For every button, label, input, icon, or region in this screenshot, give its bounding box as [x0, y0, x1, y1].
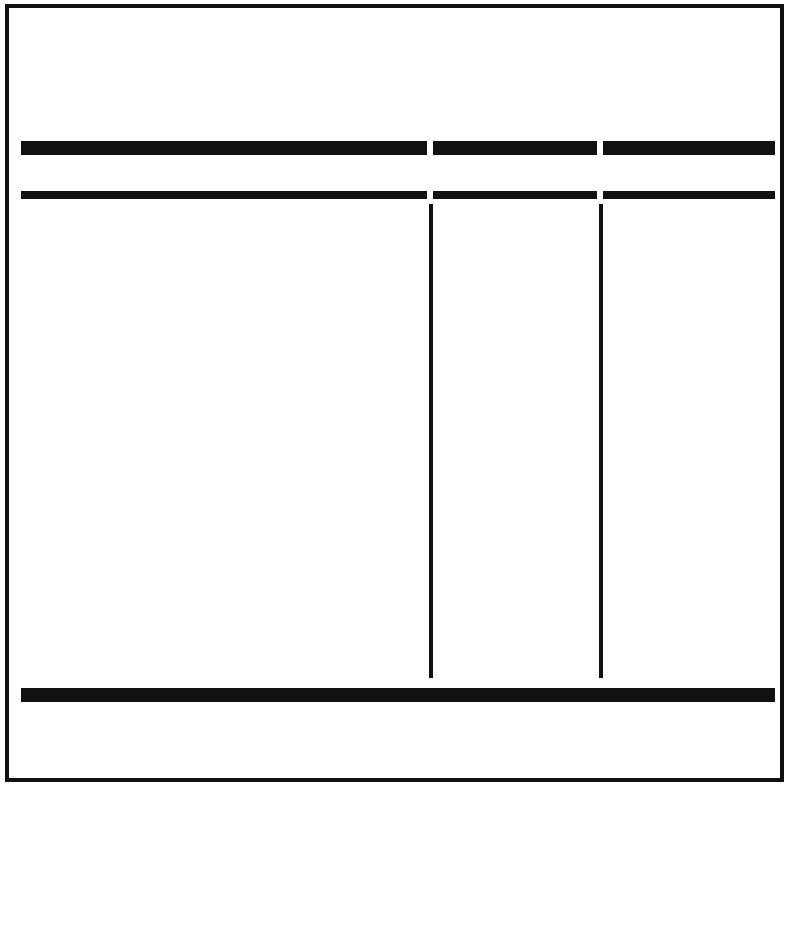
bottom-thick-divider	[21, 688, 775, 702]
medium-divider	[603, 191, 775, 199]
column-separator	[599, 204, 603, 678]
medium-divider	[21, 191, 427, 199]
column-separator	[429, 204, 433, 678]
medium-divider	[433, 191, 597, 199]
thick-divider	[603, 141, 775, 155]
thick-divider	[433, 141, 597, 155]
thick-divider	[21, 141, 427, 155]
supplement-facts-panel	[5, 4, 784, 782]
